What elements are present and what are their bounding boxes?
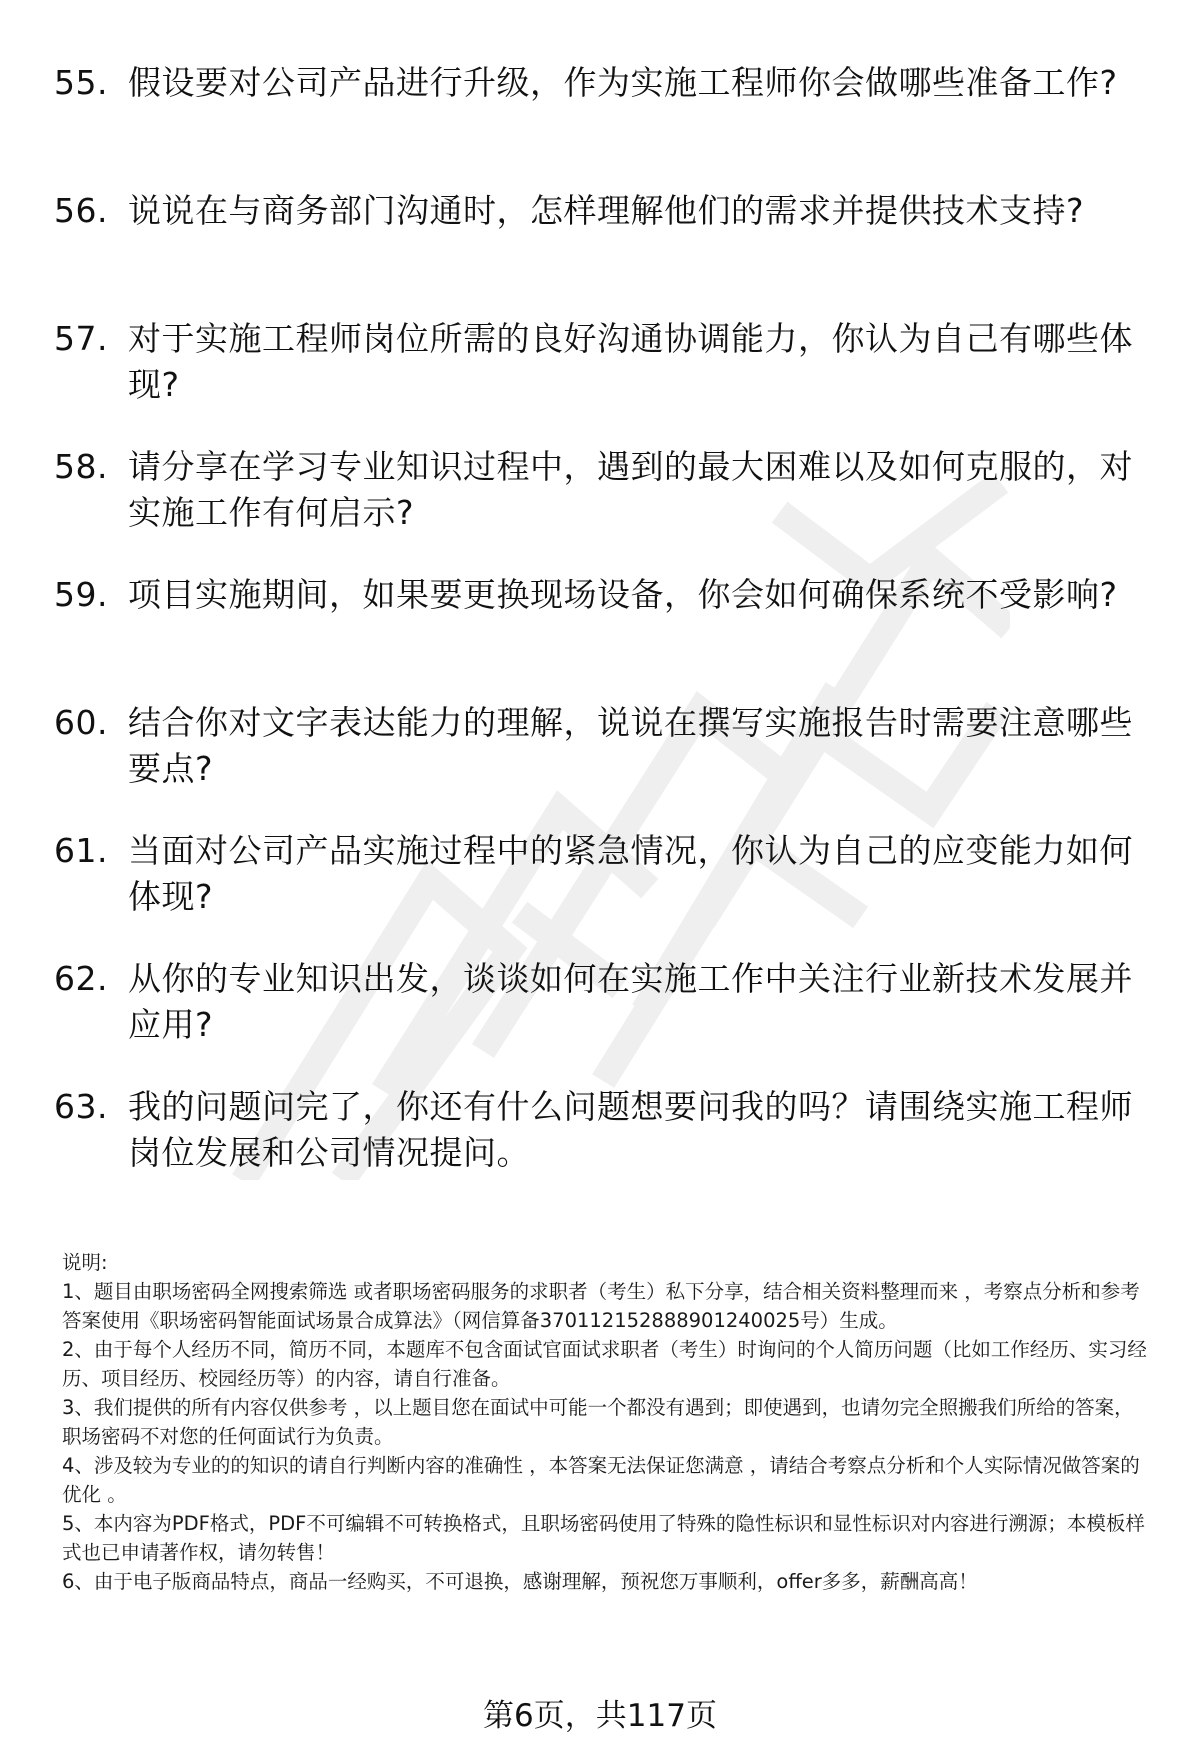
- question-number: 62.: [54, 959, 108, 998]
- note-item: 6、由于电子版商品特点，商品一经购买，不可退换，感谢理解，预祝您万事顺利，offer多多，薪酬高高！: [62, 1570, 978, 1593]
- question-text: 说说在与商务部门沟通时，怎样理解他们的需求并提供技术支持?: [128, 191, 1085, 230]
- question-text: 我的问题问完了，你还有什么问题想要问我的吗？请围绕实施工程师岗位发展和公司情况提问。: [128, 1087, 1133, 1172]
- question-item: [54, 316, 1144, 408]
- question-item: [54, 956, 1144, 1048]
- note-item: 5、本内容为PDF格式，PDF不可编辑不可转换格式，且职场密码使用了特殊的隐性标识和显性标识对内容进行溯源；本模板样式也已申请著作权，请勿转售！: [62, 1512, 1145, 1564]
- question-text: 假设要对公司产品进行升级，作为实施工程师你会做哪些准备工作?: [128, 63, 1118, 102]
- question-text: 对于实施工程师岗位所需的良好沟通协调能力，你认为自己有哪些体现?: [128, 319, 1133, 404]
- question-number: 56.: [54, 191, 108, 230]
- question-text: 结合你对文字表达能力的理解，说说在撰写实施报告时需要注意哪些要点?: [128, 703, 1133, 788]
- question-text: 项目实施期间，如果要更换现场设备，你会如何确保系统不受影响?: [128, 575, 1118, 614]
- question-number: 61.: [54, 831, 108, 870]
- note-item: 1、题目由职场密码全网搜索筛选 或者职场密码服务的求职者（考生）私下分享，结合相关资料整理而来 ，考察点分析和参考答案使用《职场密码智能面试场景合成算法》（网信算备370112152888901240025号）生成。: [62, 1280, 1140, 1332]
- question-item: [54, 1084, 1144, 1176]
- page-number-footer: 第6页，共117页: [483, 1698, 717, 1734]
- note-item: 2、由于每个人经历不同，简历不同，本题库不包含面试官面试求职者（考生）时询问的个人简历问题（比如工作经历、实习经历、项目经历、校园经历等）的内容，请自行准备。: [62, 1338, 1147, 1390]
- note-item: 4、涉及较为专业的的知识的请自行判断内容的准确性 ，本答案无法保证您满意 ，请结合考察点分析和个人实际情况做答案的优化 。: [62, 1454, 1140, 1506]
- question-item: [54, 828, 1144, 920]
- note-item: 3、我们提供的所有内容仅供参考 ，以上题目您在面试中可能一个都没有遇到；即使遇到，也请勿完全照搬我们所给的答案，职场密码不对您的任何面试行为负责。: [62, 1396, 1134, 1448]
- question-text: 从你的专业知识出发，谈谈如何在实施工作中关注行业新技术发展并应用?: [128, 959, 1133, 1044]
- question-item: [54, 188, 1144, 280]
- question-number: 63.: [54, 1087, 108, 1126]
- question-number: 59.: [54, 575, 108, 614]
- question-item: [54, 444, 1144, 536]
- question-number: 60.: [54, 703, 108, 742]
- disclaimer-notes: [62, 1248, 1152, 1596]
- question-number: 58.: [54, 447, 108, 486]
- question-item: [54, 700, 1144, 792]
- question-list: [54, 60, 1144, 1212]
- question-text: 请分享在学习专业知识过程中，遇到的最大困难以及如何克服的，对实施工作有何启示?: [128, 447, 1133, 532]
- question-number: 57.: [54, 319, 108, 358]
- question-number: 55.: [54, 63, 108, 102]
- notes-title: 说明:: [62, 1251, 108, 1274]
- question-text: 当面对公司产品实施过程中的紧急情况，你认为自己的应变能力如何体现?: [128, 831, 1133, 916]
- question-item: [54, 572, 1144, 664]
- question-item: [54, 60, 1144, 152]
